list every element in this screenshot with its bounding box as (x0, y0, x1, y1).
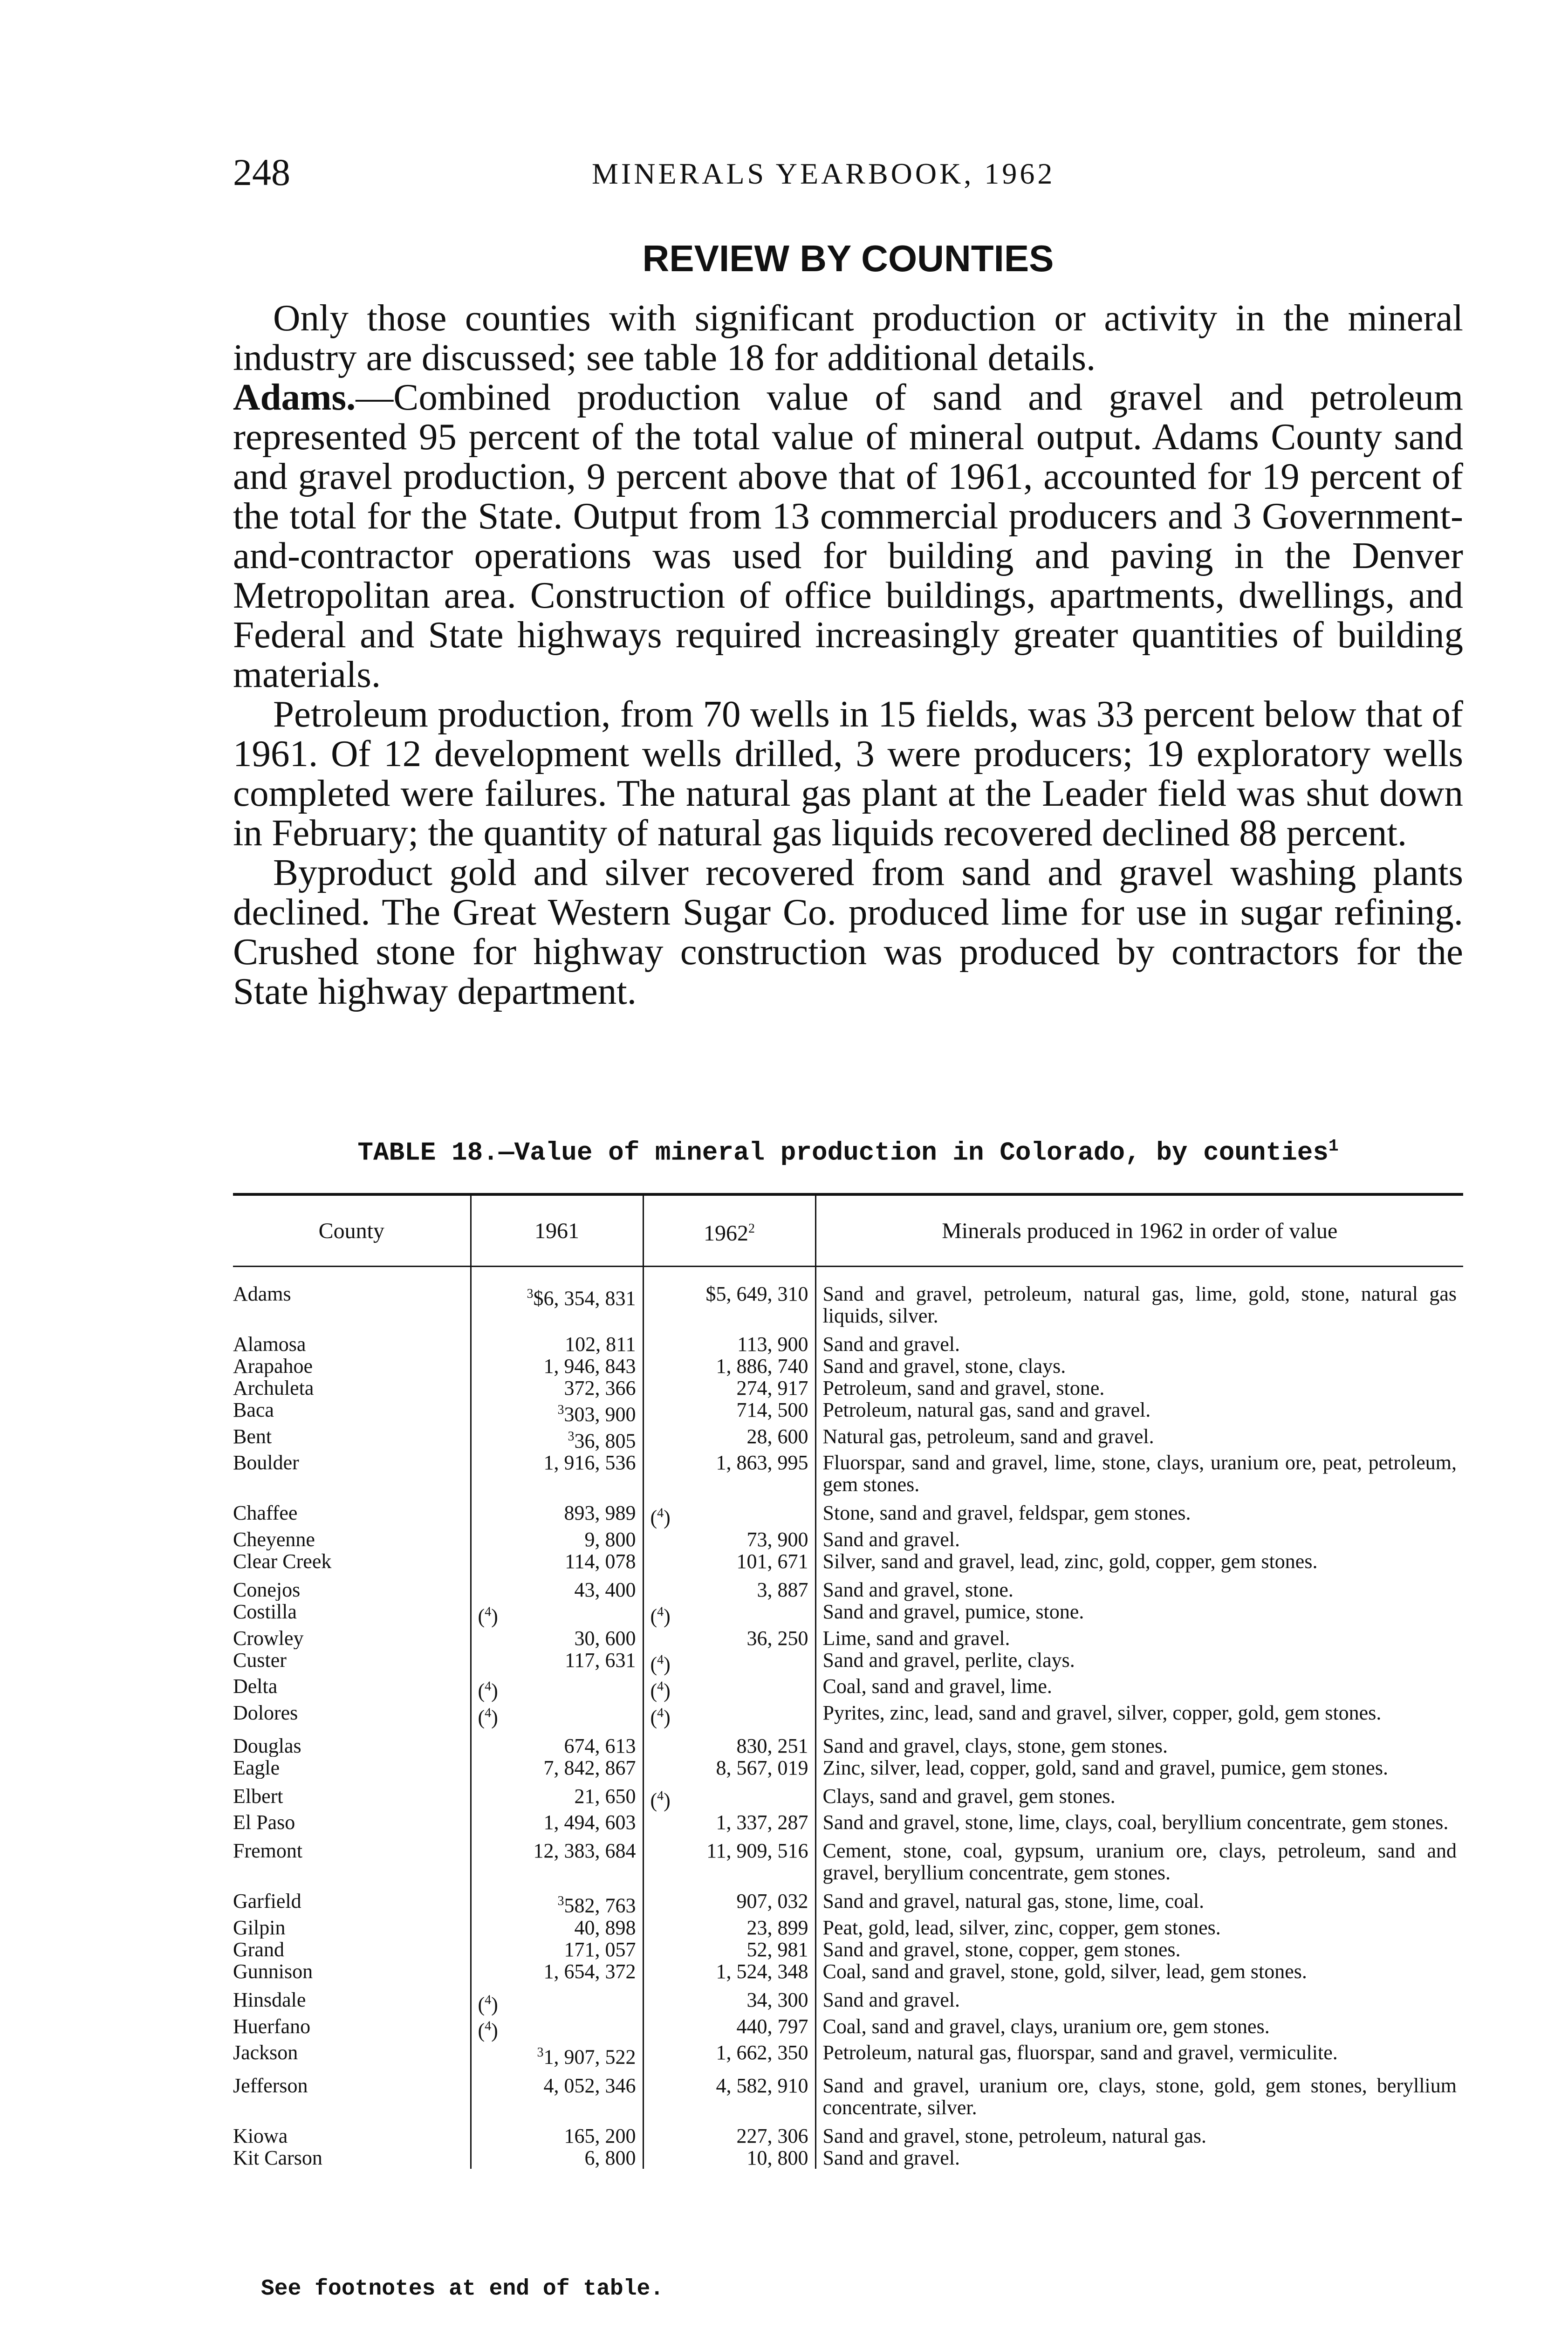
county-name: Alamosa (233, 1333, 306, 1355)
intro-paragraph: Only those counties with significant production or activity in the mineral industry are discussed; see table 18 for additional details. (233, 297, 1463, 378)
value-1962-cell (643, 1960, 815, 1982)
county-name: Eagle (233, 1756, 280, 1779)
value-1962-note: 4 (657, 1679, 664, 1694)
county-cell (233, 1452, 471, 1495)
value-1961: 40, 898 (574, 1916, 636, 1939)
table-row (233, 1399, 1463, 1425)
value-1962-cell (643, 2015, 815, 2042)
withheld-marker: ($^4$) (478, 1679, 498, 1702)
table-row (233, 1327, 1463, 1355)
county-cell (233, 1627, 471, 1649)
value-1962: 1, 863, 995 (716, 1451, 808, 1474)
county-name: Dolores (233, 1701, 298, 1724)
value-1962: 4, 582, 910 (716, 2074, 808, 2097)
county-cell (233, 1528, 471, 1550)
table-row (233, 2118, 1463, 2147)
minerals-cell: Sand and gravel, natural gas, stone, lime, coal. (815, 1884, 1463, 1917)
value-1962: 274, 917 (736, 1377, 808, 1399)
value-1962-cell (643, 1327, 815, 1355)
value-1961-cell (471, 1939, 643, 1960)
value-1961: 1, 916, 536 (543, 1451, 636, 1474)
minerals-cell: Zinc, silver, lead, copper, gold, sand and gravel, pumice, gem stones. (815, 1757, 1463, 1779)
value-1961-cell (471, 1355, 643, 1377)
county-name: Douglas (233, 1734, 301, 1757)
value-1962-cell (643, 1833, 815, 1884)
value-1961-cell (471, 1702, 643, 1728)
minerals-cell: Sand and gravel. (815, 1982, 1463, 2015)
value-1961: 582, 763 (564, 1894, 636, 1917)
county-cell (233, 1550, 471, 1572)
value-1962: 907, 032 (736, 1890, 808, 1913)
value-1962-cell (643, 2068, 815, 2118)
minerals-cell: Lime, sand and gravel. (815, 1627, 1463, 1649)
table-footnote: See footnotes at end of table. (261, 2276, 664, 2302)
value-1961-cell (471, 1960, 643, 1982)
value-1962-cell (643, 2147, 815, 2169)
value-1962-cell (643, 1601, 815, 1627)
county-name: Chaffee (233, 1501, 298, 1525)
county-name: Garfield (233, 1890, 301, 1913)
value-1961-note: 3 (557, 1894, 564, 1909)
value-1961-cell (471, 1917, 643, 1939)
county-name: Boulder (233, 1452, 299, 1474)
value-1961: 1, 907, 522 (543, 2045, 636, 2069)
value-1961-note: 3 (568, 1429, 575, 1444)
withheld-marker: ($^4$) (650, 1506, 671, 1529)
minerals-cell: Coal, sand and gravel, stone, gold, silver, lead, gem stones. (815, 1960, 1463, 1982)
value-1962-note: 4 (657, 1506, 664, 1521)
county-value-table (233, 1193, 1463, 2169)
minerals-cell: Sand and gravel, pumice, stone. (815, 1601, 1463, 1627)
value-1962-note: 4 (657, 1604, 664, 1619)
table-row (233, 1572, 1463, 1601)
withheld-marker: ($^4$) (650, 1705, 671, 1729)
minerals-cell: Sand and gravel, stone. (815, 1572, 1463, 1601)
value-1961-cell (471, 1833, 643, 1884)
value-1961-note: 4 (485, 1705, 492, 1720)
county-cell (233, 2118, 471, 2147)
withheld-marker: ($^4$) (650, 1604, 671, 1628)
value-1961-cell (471, 1267, 643, 1327)
header-1962 (643, 1194, 815, 1267)
county-cell (233, 1399, 471, 1425)
county-name: Crowley (233, 1627, 304, 1649)
county-cell (233, 2147, 471, 2169)
table-row (233, 1884, 1463, 1917)
value-1961-cell (471, 1728, 643, 1757)
value-1962-cell (643, 1627, 815, 1649)
table-row (233, 1811, 1463, 1833)
value-1961: 171, 057 (564, 1938, 636, 1961)
value-1962-cell (643, 2118, 815, 2147)
county-cell (233, 1779, 471, 1812)
value-1961-note: 4 (485, 1604, 492, 1619)
county-name: Custer (233, 1649, 287, 1672)
county-cell (233, 1675, 471, 1702)
value-1961: 114, 078 (565, 1549, 636, 1573)
minerals-cell: Silver, sand and gravel, lead, zinc, gold, copper, gem stones. (815, 1550, 1463, 1572)
value-1961-cell (471, 2015, 643, 2042)
header-county: County (318, 1218, 384, 1243)
value-1961: 43, 400 (574, 1578, 636, 1601)
header-1962-note: 2 (748, 1221, 755, 1236)
value-1961-cell (471, 1884, 643, 1917)
running-head (233, 151, 1463, 193)
value-1961: 893, 989 (564, 1501, 636, 1525)
minerals-cell: Peat, gold, lead, silver, zinc, copper, gem stones. (815, 1917, 1463, 1939)
value-1962: 1, 886, 740 (716, 1355, 808, 1377)
table-row (233, 1757, 1463, 1779)
value-1961: 303, 900 (564, 1403, 636, 1426)
value-1962-cell (643, 1757, 815, 1779)
minerals-cell: Sand and gravel. (815, 2147, 1463, 2169)
withheld-marker: ($^4$) (478, 1705, 498, 1729)
table-caption-text: TABLE 18.—Value of mineral production in Colorado, by counties (357, 1138, 1328, 1168)
value-1961-cell (471, 1675, 643, 1702)
adams-body: —Combined production value of sand and gravel and petroleum represented 95 percent of the total value of mineral output. Adams County sand and gravel production, 9 percent above that of 1961, accounted for 19 percent of the total for the State. Output from 13 commercial producers and 3 Government-and-contractor operations was used for building and paving in the Denver Metropolitan area. Construction of office buildings, apartments, dwellings, and Federal and State highways required increasingly greater quantities of building materials. (233, 376, 1463, 695)
table-row (233, 1377, 1463, 1399)
table-row (233, 1960, 1463, 1982)
running-title: MINERALS YEARBOOK, 1962 (592, 157, 1055, 190)
county-cell (233, 1960, 471, 1982)
value-1962-cell (643, 1702, 815, 1728)
county-name: Grand (233, 1938, 284, 1960)
value-1962: 714, 500 (736, 1398, 808, 1421)
minerals-cell: Sand and gravel, clays, stone, gem stones. (815, 1728, 1463, 1757)
county-name: Jefferson (233, 2074, 308, 2097)
value-1961-cell (471, 1627, 643, 1649)
table-header-row (233, 1194, 1463, 1267)
withheld-marker: ($^4$) (650, 1652, 671, 1676)
value-1962-cell (643, 1982, 815, 2015)
county-name: Adams (233, 1282, 291, 1305)
value-1961-cell (471, 1550, 643, 1572)
county-cell (233, 1917, 471, 1939)
county-cell (233, 2015, 471, 2042)
county-name: Delta (233, 1675, 278, 1698)
minerals-cell: Sand and gravel, stone, petroleum, natural gas. (815, 2118, 1463, 2147)
value-1961-cell (471, 1452, 643, 1495)
minerals-cell: Sand and gravel, perlite, clays. (815, 1649, 1463, 1676)
county-name: Archuleta (233, 1377, 314, 1399)
county-cell (233, 1267, 471, 1327)
county-cell (233, 1355, 471, 1377)
county-name: Baca (233, 1399, 274, 1421)
county-cell (233, 1425, 471, 1452)
value-1961-cell (471, 1495, 643, 1528)
withheld-marker: ($^4$) (478, 2019, 498, 2042)
table-row (233, 1355, 1463, 1377)
county-cell (233, 2068, 471, 2118)
county-name: Fremont (233, 1839, 303, 1863)
value-1962-cell (643, 1495, 815, 1528)
value-1961-cell (471, 2068, 643, 2118)
value-1962-cell (643, 1425, 815, 1452)
withheld-marker: ($^4$) (478, 1992, 498, 2016)
county-name: Kiowa (233, 2124, 288, 2147)
value-1962: 73, 900 (746, 1528, 808, 1551)
value-1961-cell (471, 1528, 643, 1550)
value-1962: 10, 800 (746, 2146, 808, 2169)
value-1962-cell (643, 1550, 815, 1572)
county-cell (233, 1939, 471, 1960)
value-1962-cell (643, 1728, 815, 1757)
minerals-cell: Sand and gravel, petroleum, natural gas, lime, gold, stone, natural gas liquids, silver. (815, 1267, 1463, 1327)
value-1962: 830, 251 (736, 1734, 808, 1757)
value-1961-note: 4 (485, 1992, 492, 2007)
value-1961-note: 4 (485, 2019, 492, 2034)
page-number: 248 (233, 151, 290, 193)
table-row (233, 1779, 1463, 1812)
value-1962-note: 4 (657, 1652, 664, 1667)
value-1961-note: 3 (527, 1287, 534, 1301)
withheld-marker: ($^4$) (650, 1789, 671, 1812)
county-cell (233, 1377, 471, 1399)
value-1962-cell (643, 1399, 815, 1425)
value-1961: 6, 800 (584, 2146, 636, 2169)
value-1962-cell (643, 1675, 815, 1702)
county-name: Jackson (233, 2042, 298, 2064)
table-row (233, 1649, 1463, 1676)
header-1961: 1961 (471, 1194, 643, 1267)
table-row (233, 1939, 1463, 1960)
county-cell (233, 1702, 471, 1728)
header-minerals: Minerals produced in 1962 in order of value (815, 1194, 1463, 1267)
value-1961-note: 3 (537, 2045, 544, 2060)
value-1961: $6, 354, 831 (533, 1287, 636, 1310)
county-name: Huerfano (233, 2015, 311, 2038)
table-row (233, 2015, 1463, 2042)
value-1961-cell (471, 1327, 643, 1355)
value-1962-cell (643, 1572, 815, 1601)
value-1962: 28, 600 (746, 1425, 808, 1448)
table-row (233, 1917, 1463, 1939)
withheld-marker: ($^4$) (478, 1604, 498, 1628)
county-name: Arapahoe (233, 1355, 313, 1377)
value-1961: 674, 613 (564, 1734, 636, 1757)
county-cell (233, 1327, 471, 1355)
value-1961-cell (471, 1779, 643, 1812)
minerals-cell: Natural gas, petroleum, sand and gravel. (815, 1425, 1463, 1452)
county-name: Costilla (233, 1600, 297, 1623)
value-1961-cell (471, 1811, 643, 1833)
value-1962-note: 4 (657, 1789, 664, 1803)
minerals-cell: Sand and gravel. (815, 1327, 1463, 1355)
value-1962-cell (643, 1811, 815, 1833)
county-name: Hinsdale (233, 1988, 306, 2011)
value-1962: 113, 900 (737, 1333, 808, 1356)
value-1961: 1, 946, 843 (543, 1355, 636, 1377)
value-1961-cell (471, 1399, 643, 1425)
minerals-cell: Coal, sand and gravel, clays, uranium ore, gem stones. (815, 2015, 1463, 2042)
value-1962: 227, 306 (736, 2124, 808, 2147)
header-1962-label: 1962 (704, 1220, 748, 1246)
value-1961-cell (471, 2042, 643, 2068)
value-1961-cell (471, 1377, 643, 1399)
table-row (233, 1728, 1463, 1757)
county-cell (233, 1884, 471, 1917)
value-1962: 52, 981 (746, 1938, 808, 1961)
county-name: Bent (233, 1425, 272, 1448)
minerals-cell: Cement, stone, coal, gypsum, uranium ore, clays, petroleum, sand and gravel, beryllium concentrate, gem stones. (815, 1833, 1463, 1884)
county-cell (233, 1982, 471, 2015)
minerals-cell: Coal, sand and gravel, lime. (815, 1675, 1463, 1702)
county-cell (233, 1495, 471, 1528)
value-1962: $5, 649, 310 (705, 1282, 808, 1305)
value-1962-cell (643, 1779, 815, 1812)
value-1961: 1, 654, 372 (543, 1960, 636, 1983)
county-name: Cheyenne (233, 1528, 315, 1550)
table-row (233, 1702, 1463, 1728)
value-1962-cell (643, 2042, 815, 2068)
value-1961: 7, 842, 867 (543, 1756, 636, 1779)
value-1962: 34, 300 (746, 1988, 808, 2011)
value-1962-cell (643, 1884, 815, 1917)
minerals-cell: Petroleum, sand and gravel, stone. (815, 1377, 1463, 1399)
value-1961: 4, 052, 346 (543, 2074, 636, 2097)
value-1962: 11, 909, 516 (706, 1839, 808, 1863)
county-cell (233, 1572, 471, 1601)
adams-paragraph (233, 377, 1463, 694)
value-1961: 1, 494, 603 (543, 1811, 636, 1834)
value-1961: 21, 650 (574, 1784, 636, 1808)
value-1961: 36, 805 (574, 1429, 636, 1453)
table-row (233, 1675, 1463, 1702)
value-1961: 30, 600 (574, 1626, 636, 1650)
value-1962: 1, 337, 287 (716, 1811, 808, 1834)
county-name: El Paso (233, 1811, 295, 1834)
adams-lead: Adams. (233, 376, 356, 418)
value-1962-cell (643, 1917, 815, 1939)
body-text (233, 298, 1463, 1011)
value-1962: 36, 250 (746, 1626, 808, 1650)
table-row (233, 1601, 1463, 1627)
value-1961-note: 3 (557, 1403, 564, 1417)
value-1961: 9, 800 (584, 1528, 636, 1551)
withheld-marker: ($^4$) (650, 1679, 671, 1702)
value-1961: 102, 811 (565, 1333, 636, 1356)
value-1962: 8, 567, 019 (716, 1756, 808, 1779)
table-caption (233, 1128, 1463, 1172)
value-1962: 3, 887 (757, 1578, 808, 1601)
value-1961: 372, 366 (564, 1377, 636, 1399)
table-row (233, 1627, 1463, 1649)
minerals-cell: Sand and gravel, stone, lime, clays, coal, beryllium concentrate, gem stones. (815, 1811, 1463, 1833)
value-1962-cell (643, 1528, 815, 1550)
table-caption-note: 1 (1328, 1137, 1339, 1156)
value-1961-cell (471, 1425, 643, 1452)
county-name: Kit Carson (233, 2146, 322, 2169)
table-row (233, 1495, 1463, 1528)
section-heading: REVIEW BY COUNTIES (642, 238, 1054, 279)
petroleum-paragraph: Petroleum production, from 70 wells in 15 fields, was 33 percent below that of 1961. Of 12 development wells drilled, 3 were producers; 19 exploratory wells completed were failures. The natural gas plant at the Leader field was shut down in February; the quantity of natural gas liquids recovered declined 88 percent. (233, 693, 1463, 854)
value-1962: 1, 524, 348 (716, 1960, 808, 1983)
county-name: Gilpin (233, 1916, 286, 1939)
table-row (233, 2147, 1463, 2169)
table-row (233, 1452, 1463, 1495)
county-cell (233, 2042, 471, 2068)
value-1962-cell (643, 1377, 815, 1399)
value-1962-cell (643, 1939, 815, 1960)
value-1962: 23, 899 (746, 1916, 808, 1939)
county-name: Gunnison (233, 1960, 313, 1982)
minerals-cell: Pyrites, zinc, lead, sand and gravel, silver, copper, gold, gem stones. (815, 1702, 1463, 1728)
minerals-cell: Clays, sand and gravel, gem stones. (815, 1779, 1463, 1812)
value-1962-note: 4 (657, 1705, 664, 1720)
table-row (233, 2068, 1463, 2118)
table-row (233, 1267, 1463, 1327)
value-1961-cell (471, 1757, 643, 1779)
county-name: Elbert (233, 1784, 283, 1808)
minerals-cell: Sand and gravel. (815, 1528, 1463, 1550)
county-cell (233, 1728, 471, 1757)
table-row (233, 1982, 1463, 2015)
value-1961-cell (471, 1572, 643, 1601)
county-cell (233, 1811, 471, 1833)
value-1961: 165, 200 (564, 2124, 636, 2147)
county-cell (233, 1833, 471, 1884)
minerals-cell: Petroleum, natural gas, fluorspar, sand and gravel, vermiculite. (815, 2042, 1463, 2068)
value-1961-cell (471, 1601, 643, 1627)
table-body (233, 1267, 1463, 2169)
table-row (233, 2042, 1463, 2068)
minerals-cell: Sand and gravel, stone, copper, gem stones. (815, 1939, 1463, 1960)
value-1962-cell (643, 1267, 815, 1327)
value-1961-cell (471, 2118, 643, 2147)
value-1962-cell (643, 1452, 815, 1495)
table-row (233, 1833, 1463, 1884)
minerals-cell: Sand and gravel, uranium ore, clays, stone, gold, gem stones, beryllium concentrate, silver. (815, 2068, 1463, 2118)
county-cell (233, 1601, 471, 1627)
table-row (233, 1425, 1463, 1452)
value-1962-cell (643, 1649, 815, 1676)
minerals-cell: Sand and gravel, stone, clays. (815, 1355, 1463, 1377)
minerals-cell: Fluorspar, sand and gravel, lime, stone, clays, uranium ore, peat, petroleum, gem stones. (815, 1452, 1463, 1495)
table-row (233, 1528, 1463, 1550)
value-1961-cell (471, 1649, 643, 1676)
county-name: Conejos (233, 1578, 301, 1601)
value-1961-cell (471, 2147, 643, 2169)
minerals-cell: Petroleum, natural gas, sand and gravel. (815, 1399, 1463, 1425)
value-1962: 440, 797 (736, 2015, 808, 2038)
value-1962: 1, 662, 350 (716, 2041, 808, 2064)
minerals-cell: Stone, sand and gravel, feldspar, gem stones. (815, 1495, 1463, 1528)
value-1961-cell (471, 1982, 643, 2015)
value-1961-note: 4 (485, 1679, 492, 1694)
byproduct-paragraph: Byproduct gold and silver recovered from sand and gravel washing plants declined. The Great Western Sugar Co. produced lime for use in sugar refining. Crushed stone for highway construction was produced by contractors for the State highway department. (233, 851, 1463, 1012)
value-1962-cell (643, 1355, 815, 1377)
county-cell (233, 1757, 471, 1779)
value-1961: 117, 631 (565, 1648, 636, 1672)
county-name: Clear Creek (233, 1550, 332, 1572)
county-cell (233, 1649, 471, 1676)
table-row (233, 1550, 1463, 1572)
value-1961: 12, 383, 684 (533, 1839, 636, 1863)
value-1962: 101, 671 (736, 1549, 808, 1573)
